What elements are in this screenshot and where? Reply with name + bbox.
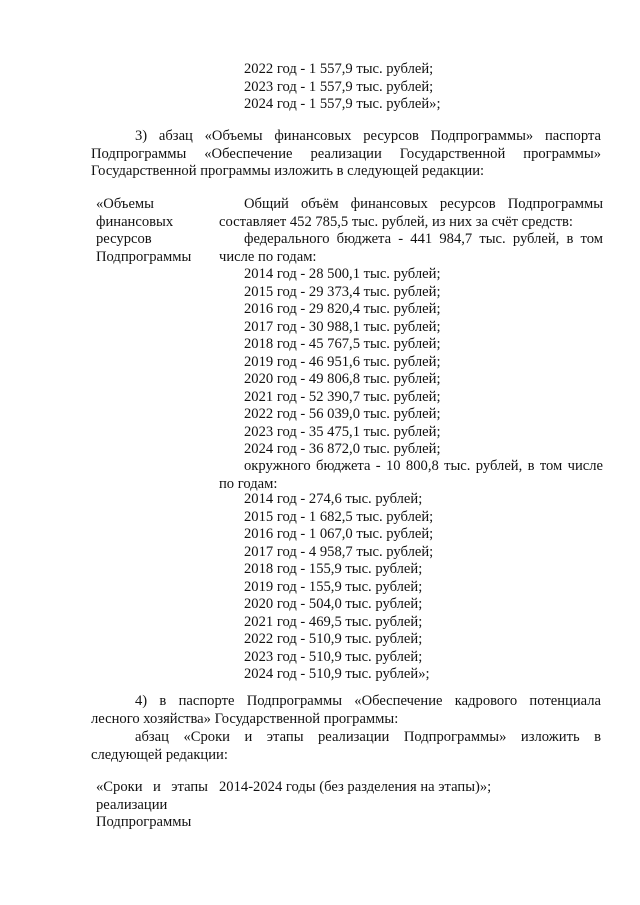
year-line: 2019 год - 155,9 тыс. рублей; — [244, 578, 423, 595]
cell-line: Подпрограммы — [96, 814, 192, 830]
year-line: 2022 год - 510,9 тыс. рублей; — [244, 631, 423, 647]
cell-line: реализации — [96, 796, 168, 813]
year-line: 2016 год - 29 820,4 тыс. рублей; — [244, 301, 441, 317]
cell-line: по годам: — [219, 475, 278, 492]
year-line: 2023 год - 510,9 тыс. рублей; — [244, 648, 423, 665]
year-line: 2021 год - 469,5 тыс. рублей; — [244, 613, 423, 630]
cell-line: окружного бюджета - 10 800,8 тыс. рублей, в том числе — [244, 458, 603, 474]
paragraph-4 — [91, 693, 601, 728]
paragraph-4-subitem — [91, 729, 601, 764]
cell-line: Подпрограммы — [96, 248, 192, 265]
table2-right-cell: 2014-2024 годы (без разделения на этапы)»; — [219, 779, 492, 795]
year-line: 2014 год - 274,6 тыс. рублей; — [244, 491, 423, 507]
federal-years-list — [244, 266, 441, 459]
year-line: 2024 год - 36 872,0 тыс. рублей; — [244, 441, 441, 457]
year-line: 2024 год - 510,9 тыс. рублей»; — [244, 666, 430, 682]
year-line: 2022 год - 56 039,0 тыс. рублей; — [244, 406, 441, 422]
paragraph-line: 3) абзац «Объемы финансовых ресурсов Подпрограммы» паспорта — [135, 128, 601, 144]
cell-line: «Сроки и этапы — [96, 779, 208, 795]
year-line: 2015 год - 1 682,5 тыс. рублей; — [244, 508, 434, 525]
cell-line: «Объемы — [96, 196, 154, 212]
year-line: 2015 год - 29 373,4 тыс. рублей; — [244, 283, 441, 300]
year-line: 2018 год - 45 767,5 тыс. рублей; — [244, 336, 441, 352]
table1-left-cell — [96, 196, 191, 266]
top-years-list — [244, 61, 441, 114]
cell-line: ресурсов — [96, 231, 152, 247]
cell-line: финансовых — [96, 213, 174, 230]
table1-district — [219, 458, 603, 493]
cell-line: числе по годам: — [219, 248, 317, 265]
paragraph-3 — [91, 128, 601, 181]
cell-line: Общий объём финансовых ресурсов Подпрограммы — [244, 196, 603, 212]
paragraph-line: лесного хозяйства» Государственной программы: — [91, 710, 399, 727]
year-line: 2014 год - 28 500,1 тыс. рублей; — [244, 266, 441, 282]
cell-line: составляет 452 785,5 тыс. рублей, из них за счёт средств: — [219, 213, 573, 230]
paragraph-line: абзац «Сроки и этапы реализации Подпрограммы» изложить в — [135, 729, 601, 745]
year-line: 2023 год - 35 475,1 тыс. рублей; — [244, 423, 441, 440]
year-line: 2023 год - 1 557,9 тыс. рублей; — [244, 78, 434, 95]
paragraph-line: 4) в паспорте Подпрограммы «Обеспечение кадрового потенциала — [135, 693, 601, 709]
year-line: 2020 год - 49 806,8 тыс. рублей; — [244, 371, 441, 387]
year-line: 2017 год - 30 988,1 тыс. рублей; — [244, 318, 441, 335]
year-line: 2019 год - 46 951,6 тыс. рублей; — [244, 353, 441, 370]
year-line: 2022 год - 1 557,9 тыс. рублей; — [244, 61, 434, 77]
paragraph-line: Подпрограммы «Обеспечение реализации Государственной программы» — [91, 145, 601, 162]
cell-line: федерального бюджета - 441 984,7 тыс. рублей, в том — [244, 231, 603, 247]
year-line: 2024 год - 1 557,9 тыс. рублей»; — [244, 96, 441, 112]
table1-intro — [219, 196, 603, 266]
district-years-list — [244, 491, 433, 684]
year-line: 2017 год - 4 958,7 тыс. рублей; — [244, 543, 434, 560]
paragraph-line: Государственной программы изложить в следующей редакции: — [91, 163, 485, 179]
table2-left-cell — [96, 779, 208, 832]
year-line: 2020 год - 504,0 тыс. рублей; — [244, 596, 423, 612]
year-line: 2018 год - 155,9 тыс. рублей; — [244, 561, 423, 577]
paragraph-line: следующей редакции: — [91, 746, 228, 763]
year-line: 2021 год - 52 390,7 тыс. рублей; — [244, 388, 441, 405]
year-line: 2016 год - 1 067,0 тыс. рублей; — [244, 526, 434, 542]
